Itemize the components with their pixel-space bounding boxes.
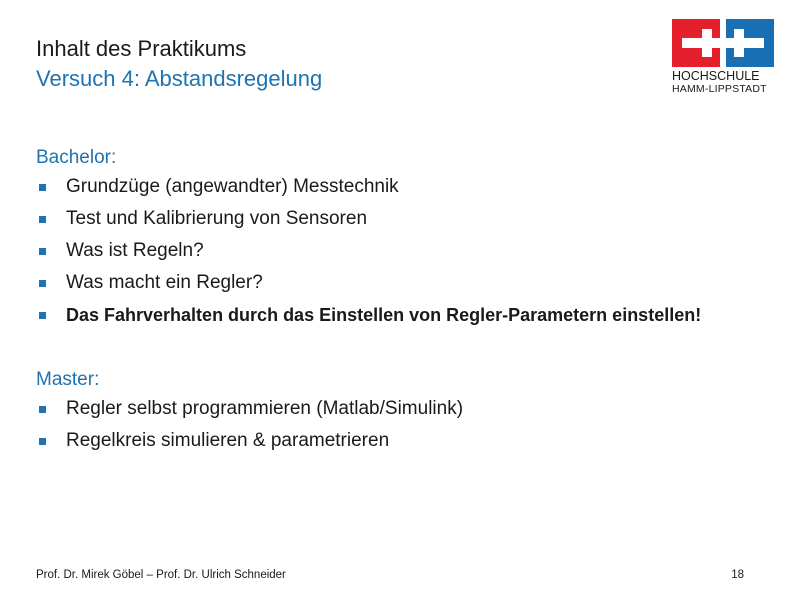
footer-authors: Prof. Dr. Mirek Göbel – Prof. Dr. Ulrich Schneider (36, 569, 286, 581)
list-item (36, 302, 701, 334)
square-bullet-icon (39, 406, 46, 413)
square-bullet-icon (39, 184, 46, 191)
list-item-text: Was macht ein Regler? (66, 272, 263, 293)
list-item (36, 270, 701, 302)
square-bullet-icon (39, 312, 46, 319)
bachelor-list (36, 174, 701, 334)
master-list (36, 396, 463, 460)
list-item-text: Regler selbst programmieren (Matlab/Simulink) (66, 398, 464, 419)
logo-cross-horizontal (682, 38, 764, 48)
square-bullet-icon (39, 248, 46, 255)
list-item-text: Test und Kalibrierung von Sensoren (66, 208, 368, 229)
square-bullet-icon (39, 216, 46, 223)
list-item (36, 174, 701, 206)
page-number: 18 (731, 569, 744, 581)
list-item (36, 396, 463, 428)
logo-cross-vertical-left (702, 29, 712, 57)
list-item (36, 428, 463, 460)
square-bullet-icon (39, 280, 46, 287)
list-item-text: Regelkreis simulieren & parametrieren (66, 430, 390, 451)
logo-name-line1: HOCHSCHULE (672, 69, 760, 83)
master-heading: Master: (36, 369, 100, 390)
list-item-text: Das Fahrverhalten durch das Einstellen von Regler-Parametern einstellen! (66, 305, 702, 325)
list-item (36, 206, 701, 238)
list-item-text: Was ist Regeln? (66, 240, 204, 261)
logo-wordmark (672, 70, 774, 96)
slide-subtitle: Versuch 4: Abstandsregelung (36, 66, 323, 91)
list-item-text: Grundzüge (angewandter) Messtechnik (66, 176, 399, 197)
logo-name-line2: HAMM-LIPPSTADT (672, 83, 767, 95)
slide-title: Inhalt des Praktikums (36, 36, 247, 61)
list-item (36, 238, 701, 270)
square-bullet-icon (39, 438, 46, 445)
university-logo (672, 19, 774, 96)
logo-cross-vertical-right (734, 29, 744, 57)
cross-logo-icon (672, 19, 774, 67)
bachelor-heading: Bachelor: (36, 147, 117, 168)
